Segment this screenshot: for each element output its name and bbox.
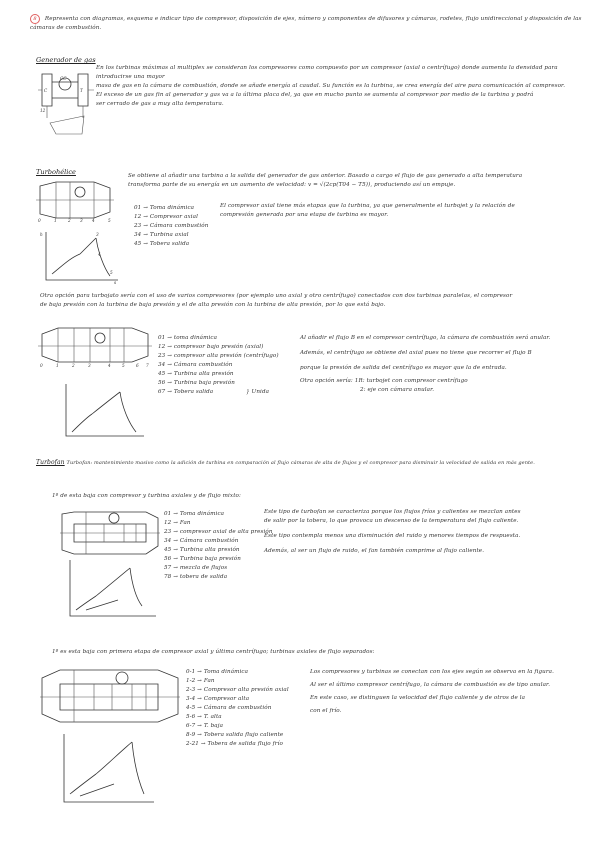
- legend-item: 1-2 → Fan: [186, 678, 215, 684]
- legend-item: 12 → Fan: [164, 520, 191, 526]
- legend-item: 0-1 → Toma dinámica: [186, 669, 249, 675]
- legend-item: 56 → Turbina baja presión: [158, 380, 235, 386]
- note-line: Los compresores y turbinas se conectan con los ejes según se observa en la figura.: [310, 669, 554, 675]
- legend-item: 23 → compresor alta presión (centrífugo): [158, 353, 279, 359]
- dos-compresores-diagram: [38, 326, 152, 368]
- svg-text:CC: CC: [60, 76, 67, 81]
- legend-item: 12 → compresor bajo presión (axial): [158, 344, 264, 350]
- case1-diagram: [60, 510, 160, 560]
- legend-item: 01 → Toma dinámica: [164, 511, 225, 517]
- legend-item: 45 → Turbina alta presión: [164, 547, 240, 553]
- body-line: Turbofan: mantenimiento masivo como la adición de turbina en comparación al flujo cámaras de alta de flujos y el compresor para disminuir la velocidad de salida en más gente.: [66, 460, 535, 466]
- body-line: Se obtiene al añadir una turbina a la salida del generador de gas anterior. Basado a cargo el flujo de gas generado a alta temperatura: [128, 173, 523, 179]
- case2-heading: 1º es esta baja con primera etapa de compresor axial y última centrífugo; turbinas axiales de flujo separados:: [52, 649, 375, 655]
- svg-text:5: 5: [110, 270, 113, 275]
- note-line: Al ser el último compresor centrífugo, la cámara de combustión es de tipo anular.: [310, 682, 551, 688]
- turbohelice-note: [220, 202, 590, 220]
- case2-note: [310, 668, 595, 716]
- note-line: Al añadir el flujo B en el compresor centrífugo, la cámara de combustión será anular.: [300, 335, 551, 341]
- note-line: Este tipo contempla menos una disminución del ruido y menores tiempos de respuesta.: [264, 533, 521, 539]
- section-body-generador: [96, 64, 591, 109]
- legend-item: 23 → Cámara combustión: [134, 223, 209, 229]
- case1-heading: 1º de esta baja con compresor y turbina axiales y de flujo mixto:: [52, 493, 241, 499]
- note-line: Además, al ser un flujo de ruido, el fan también comprime al flujo caliente.: [264, 548, 485, 554]
- svg-text:6: 6: [136, 363, 139, 368]
- section-body-dos-compresores: [40, 292, 595, 310]
- legend-item: 45 → Tobera salida: [134, 241, 190, 247]
- svg-text:4: 4: [92, 218, 95, 223]
- section-title-turbofan: Turbofan: [36, 459, 65, 466]
- note-line: de salir por la tobera, lo que provoca un descenso de la temperatura del flujo caliente.: [264, 518, 519, 524]
- svg-text:12: 12: [40, 108, 46, 113]
- svg-text:3: 3: [96, 232, 99, 237]
- question-number: 8: [30, 14, 40, 24]
- note-line: El compresor axial tiene más etapas que la turbina, ya que generalmente el turbojet y la relación de: [220, 203, 515, 209]
- legend-item: 4-5 → Cámara de combustión: [186, 705, 272, 711]
- case1-legend: [164, 510, 273, 582]
- intro-line-2: cámaras de combustión.: [30, 25, 102, 31]
- case1-hs-chart: [66, 560, 156, 622]
- svg-text:h: h: [40, 232, 43, 237]
- legend-item: 2-3 → Compresor alta presión axial: [186, 687, 289, 693]
- note-line: compresión generada por una etapa de turbina es mayor.: [220, 212, 389, 218]
- legend-item: 01 → Toma dinámica: [134, 205, 195, 211]
- legend-item: 2-21 → Tobera de salida flujo frío: [186, 741, 283, 747]
- legend-item: 78 → tobera de salida: [164, 574, 228, 580]
- legend-item: 01 → toma dinámica: [158, 335, 218, 341]
- note-line: 2: eje con cámara anular.: [360, 387, 435, 393]
- note-line: Este tipo de turbofan se caracteriza porque los flujos fríos y calientes se mezclan antes: [264, 509, 521, 515]
- svg-text:1: 1: [56, 363, 59, 368]
- legend-item: 57 → mezcla de flujos: [164, 565, 228, 571]
- generador-diagram: [38, 68, 96, 138]
- svg-text:2: 2: [72, 363, 75, 368]
- svg-text:4: 4: [98, 252, 101, 257]
- intro: [30, 14, 590, 33]
- svg-text:4: 4: [108, 363, 111, 368]
- legend-item: 5-6 → T. alta: [186, 714, 222, 720]
- legend-item: 56 → Turbina baja presión: [164, 556, 241, 562]
- legend-item: 3-4 → Compresor alta: [186, 696, 250, 702]
- legend-item: 23 → compresor axial de alta presión: [164, 529, 273, 535]
- dos-compresores-note: [300, 334, 595, 395]
- note-line: porque la presión de salida del centrífugo es mayor que la de entrada.: [300, 365, 507, 371]
- body-line: En los turbinas máximas al multiplex se consideran los compresores como compuesto por un compresor (axial o centrífugo) donde aumenta la densidad para introducirse una mayor: [96, 65, 558, 80]
- legend-item: 45 → Turbina alta presión: [158, 371, 234, 377]
- section-body-turbofan: [36, 458, 598, 468]
- svg-text:0: 0: [38, 218, 41, 223]
- legend-item: 6-7 → T. baja: [186, 723, 224, 729]
- section-body-turbohelice: [128, 172, 588, 190]
- svg-text:2: 2: [68, 218, 71, 223]
- svg-text:0: 0: [40, 363, 43, 368]
- note-line: con el frío.: [310, 708, 342, 714]
- legend-item: 8-9 → Tobera salida flujo caliente: [186, 732, 284, 738]
- svg-text:1: 1: [54, 218, 57, 223]
- case2-diagram: [40, 664, 180, 734]
- svg-text:s: s: [114, 280, 117, 285]
- note-line: Además, el centrífugo se obtiene del axial pues no tiene que recorrer el flujo B: [300, 350, 532, 356]
- body-line: de baja presión con la turbina de baja presión y el de alta presión con la turbina de alta presión, por lo que está bajo.: [40, 302, 386, 308]
- legend-item: 34 → Turbina axial: [134, 232, 189, 238]
- note-line: En este caso, se distinguen la velocidad del flujo caliente y de otros de la: [310, 695, 526, 701]
- body-line: Otra opción para turbojato sería con el uso de varios compresores (por ejemplo uno axial y otro centrífugo) conectados con dos turbinas paralelas, el compresor: [40, 293, 513, 299]
- note-line: Otra opción sería: 1R: turbojet con compresor centrífugo: [300, 378, 468, 384]
- legend-bracket: } Unida: [246, 389, 270, 395]
- svg-text:3: 3: [88, 363, 91, 368]
- case2-legend: [186, 668, 289, 749]
- svg-text:C: C: [44, 88, 48, 93]
- legend-item: 34 → Cámara combustión: [158, 362, 233, 368]
- legend-item: 12 → Compresor axial: [134, 214, 198, 220]
- case2-hs-chart: [58, 734, 154, 808]
- svg-text:5: 5: [122, 363, 125, 368]
- body-line: ser cerrado de gas a muy alta temperatura.: [96, 101, 224, 107]
- svg-text:7: 7: [146, 363, 149, 368]
- body-line: El exceso de un gas fin al generador y gas va a la última placa del, ya que en mucho punto se aumenta al compresor por medio de la turbina y podrá: [96, 92, 534, 98]
- svg-text:3: 3: [80, 218, 83, 223]
- intro-line-1: Representa con diagramas, esquema e indicar tipo de compresor, disposición de ejes, número y componentes de difusores y cámaras, rodetes, flujo unidireccional y disposición de las: [44, 16, 582, 22]
- turbohelice-hs-chart: [40, 232, 118, 284]
- body-line: transforma parte de su energía en un aumento de velocidad: v = √(2cp(T04 − T5)), produciendo así un empuje.: [128, 182, 456, 188]
- turbohelice-diagram: [36, 180, 114, 222]
- section-title-turbohelice: Turbohélice: [36, 168, 76, 176]
- svg-text:T: T: [80, 88, 83, 93]
- dos-compresores-hs-chart: [60, 384, 144, 442]
- legend-item: 67 → Tobera salida: [158, 389, 214, 395]
- section-title-generador: Generador de gas: [36, 56, 96, 64]
- svg-text:5: 5: [108, 218, 111, 223]
- body-line: masa de gas en la cámara de combustión, donde se añade energía al caudal. Su función es la turbina, se crea energía del aire para comunicación al compresor.: [96, 83, 566, 89]
- case1-note: [264, 508, 594, 556]
- turbohelice-legend: [134, 204, 208, 249]
- legend-item: 34 → Cámara combustión: [164, 538, 239, 544]
